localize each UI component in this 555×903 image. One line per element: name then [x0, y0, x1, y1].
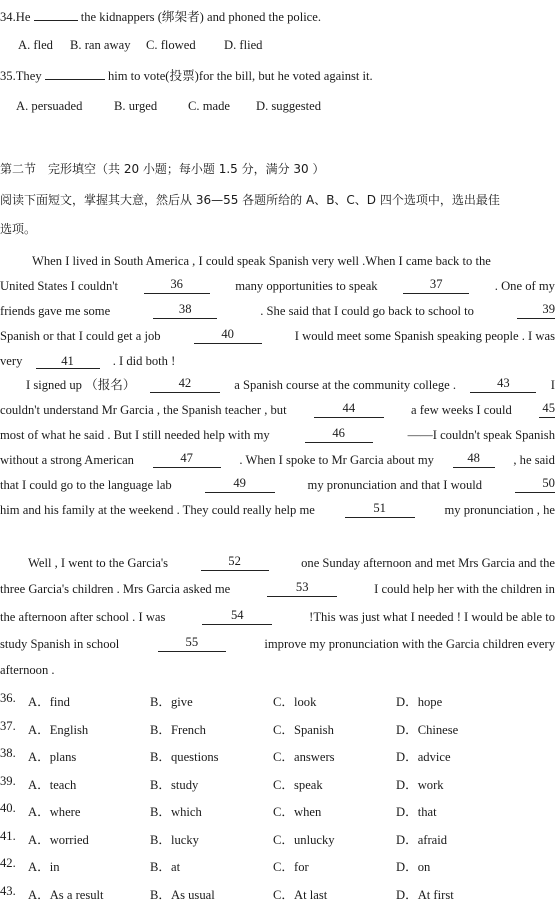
question-text: 34.He — [0, 10, 31, 24]
option-number: 38. — [0, 746, 16, 760]
option-b[interactable]: B．questions — [150, 750, 219, 764]
option-a[interactable]: A．find — [28, 695, 70, 709]
option-a[interactable]: A．in — [28, 860, 60, 874]
passage-text: one Sunday afternoon and met Mrs Garcia and the — [301, 556, 555, 570]
option-c[interactable]: C. made — [188, 99, 230, 113]
option-a[interactable]: A．where — [28, 805, 81, 819]
option-d[interactable]: D. suggested — [256, 99, 322, 113]
passage-line — [0, 328, 555, 344]
passage-text: couldn't understand Mr Garcia , the Spanish teacher , but — [0, 403, 287, 417]
option-d[interactable]: D．At first — [396, 887, 454, 902]
blank-39[interactable]: 39 — [517, 303, 555, 319]
instructions-line-1: 阅读下面短文，掌握其大意，然后从 36—55 各题所给的 A、B、C、D 四个选项中，选出最佳 — [0, 193, 500, 207]
passage-line — [26, 377, 555, 393]
option-number: 37. — [0, 718, 16, 733]
passage-line: afternoon . — [0, 663, 55, 677]
blank-51[interactable]: 51 — [345, 502, 415, 518]
option-row — [0, 884, 555, 902]
option-a[interactable]: A．worried — [28, 832, 89, 847]
blank-49[interactable]: 49 — [205, 477, 275, 493]
passage-line — [0, 477, 555, 493]
blank-50[interactable]: 50 — [515, 477, 555, 493]
option-number: 43. — [0, 883, 16, 898]
passage-text: a few weeks I could — [411, 403, 512, 417]
option-b[interactable]: B. ran away — [70, 38, 131, 52]
option-c[interactable]: C．when — [273, 805, 322, 819]
passage-text: , he said — [513, 453, 555, 467]
blank-36[interactable]: 36 — [144, 278, 210, 294]
passage-text: friends gave me some — [0, 304, 111, 318]
passage-text: a Spanish course at the community college . — [234, 378, 457, 392]
passage-text: I would meet some Spanish speaking people . I was — [294, 329, 555, 343]
passage-text: . I did both ! — [112, 354, 176, 368]
passage-text: improve my pronunciation with the Garcia children every — [264, 637, 555, 651]
passage-text: Well , I went to the Garcia's — [28, 556, 169, 570]
option-c[interactable]: C．for — [273, 860, 309, 874]
option-row — [0, 691, 555, 709]
passage-text: . When I spoke to Mr Garcia about my — [239, 453, 434, 467]
option-a[interactable]: A．As a result — [28, 887, 104, 902]
passage-line — [0, 581, 555, 597]
option-a[interactable]: A．English — [28, 722, 89, 737]
option-d[interactable]: D．hope — [396, 695, 443, 709]
option-b[interactable]: B．study — [150, 777, 199, 792]
blank-44[interactable]: 44 — [314, 402, 384, 418]
question-35-options — [0, 99, 555, 117]
option-c[interactable]: C. flowed — [146, 38, 196, 52]
option-b[interactable]: B．which — [150, 805, 202, 819]
option-number: 36. — [0, 691, 16, 705]
option-d[interactable]: D．Chinese — [396, 722, 459, 737]
passage-line — [0, 303, 555, 319]
passage-text: without a strong American — [0, 453, 134, 467]
option-b[interactable]: B. urged — [114, 99, 158, 113]
option-row — [0, 856, 555, 874]
passage-text: my pronunciation , he — [444, 503, 555, 517]
passage-line — [28, 555, 555, 571]
answer-blank[interactable] — [45, 79, 105, 80]
question-text: the kidnappers (绑架者) and phoned the police. — [80, 10, 322, 24]
option-c[interactable]: C．answers — [273, 750, 335, 764]
question-text: 35.They — [0, 69, 42, 83]
option-c[interactable]: C．speak — [273, 777, 323, 792]
instructions-line-2: 选项。 — [0, 222, 37, 236]
option-row — [0, 829, 555, 847]
passage-line — [0, 636, 555, 652]
option-c[interactable]: C．Spanish — [273, 722, 334, 737]
option-d[interactable]: D. flied — [224, 38, 263, 52]
option-a[interactable]: A．plans — [28, 750, 77, 764]
blank-47[interactable]: 47 — [153, 452, 221, 468]
passage-text: many opportunities to speak — [235, 279, 378, 293]
passage-text: !This was just what I needed ! I would be able to — [309, 610, 555, 624]
blank-55[interactable]: 55 — [158, 636, 226, 652]
option-a[interactable]: A．teach — [28, 777, 77, 792]
blank-54[interactable]: 54 — [202, 609, 272, 625]
option-c[interactable]: C．At last — [273, 887, 328, 902]
passage-line — [0, 452, 555, 468]
option-row — [0, 774, 555, 792]
option-d[interactable]: D．on — [396, 860, 431, 874]
blank-42[interactable]: 42 — [150, 377, 220, 393]
blank-43[interactable]: 43 — [470, 377, 536, 393]
option-d[interactable]: D．advice — [396, 750, 451, 764]
section-title: 第二节 完形填空（共 20 小题；每小题 1.5 分，满分 30 ） — [0, 162, 325, 176]
passage-line — [0, 609, 555, 625]
option-d[interactable]: D．that — [396, 805, 437, 819]
option-b[interactable]: B．give — [150, 695, 193, 709]
passage-line — [0, 353, 175, 369]
option-a[interactable]: A. persuaded — [16, 99, 83, 113]
passage-text: I signed up （报名） — [26, 378, 136, 392]
option-row — [0, 746, 555, 764]
blank-45[interactable]: 45 — [539, 402, 555, 418]
question-35 — [0, 68, 373, 84]
option-c[interactable]: C．look — [273, 695, 317, 709]
passage-text: I could help her with the children in — [374, 582, 555, 596]
blank-46[interactable]: 46 — [305, 427, 373, 443]
passage-text: that I could go to the language lab — [0, 478, 172, 492]
blank-52[interactable]: 52 — [201, 555, 269, 571]
passage-text: Spanish or that I could get a job — [0, 329, 161, 343]
passage-text: ——I couldn't speak Spanish — [407, 428, 555, 442]
blank-37[interactable]: 37 — [403, 278, 469, 294]
question-34 — [0, 9, 321, 25]
option-b[interactable]: B．lucky — [150, 832, 199, 847]
option-b[interactable]: B．French — [150, 722, 206, 737]
passage-text: most of what he said . But I still needed help with my — [0, 428, 270, 442]
option-number: 42. — [0, 856, 16, 870]
passage-line — [0, 502, 555, 518]
passage-text: very — [0, 354, 23, 368]
passage-line — [0, 278, 555, 294]
question-text: him to vote(投票)for the bill, but he voted against it. — [107, 69, 373, 83]
passage-text: three Garcia's children . Mrs Garcia asked me — [0, 582, 231, 596]
option-row — [0, 801, 555, 819]
option-d[interactable]: D．afraid — [396, 832, 448, 847]
blank-41[interactable]: 41 — [36, 355, 100, 369]
passage-line — [0, 427, 555, 443]
passage-text: . She said that I could go back to school to — [260, 304, 474, 318]
passage-line: When I lived in South America , I could speak Spanish very well .When I came back to the — [32, 254, 491, 268]
option-d[interactable]: D．work — [396, 777, 444, 792]
option-a[interactable]: A. fled — [18, 38, 53, 52]
blank-48[interactable]: 48 — [453, 452, 495, 468]
passage-text: I — [550, 378, 555, 392]
option-c[interactable]: C．unlucky — [273, 832, 335, 847]
option-row — [0, 719, 555, 737]
passage-line — [0, 402, 555, 418]
passage-text: . One of my — [494, 279, 555, 293]
blank-38[interactable]: 38 — [153, 303, 217, 319]
option-number: 40. — [0, 801, 16, 815]
passage-text: the afternoon after school . I was — [0, 610, 166, 624]
option-b[interactable]: B．at — [150, 860, 181, 874]
option-b[interactable]: B．As usual — [150, 887, 215, 902]
answer-blank[interactable] — [34, 20, 78, 21]
option-number: 39. — [0, 773, 16, 788]
passage-text: him and his family at the weekend . They could really help me — [0, 503, 315, 517]
passage-text: study Spanish in school — [0, 637, 120, 651]
passage-text: my pronunciation and that I would — [307, 478, 483, 492]
blank-40[interactable]: 40 — [194, 328, 262, 344]
passage-text: United States I couldn't — [0, 279, 119, 293]
question-34-options — [0, 38, 555, 56]
option-number: 41. — [0, 828, 16, 843]
blank-53[interactable]: 53 — [267, 581, 337, 597]
